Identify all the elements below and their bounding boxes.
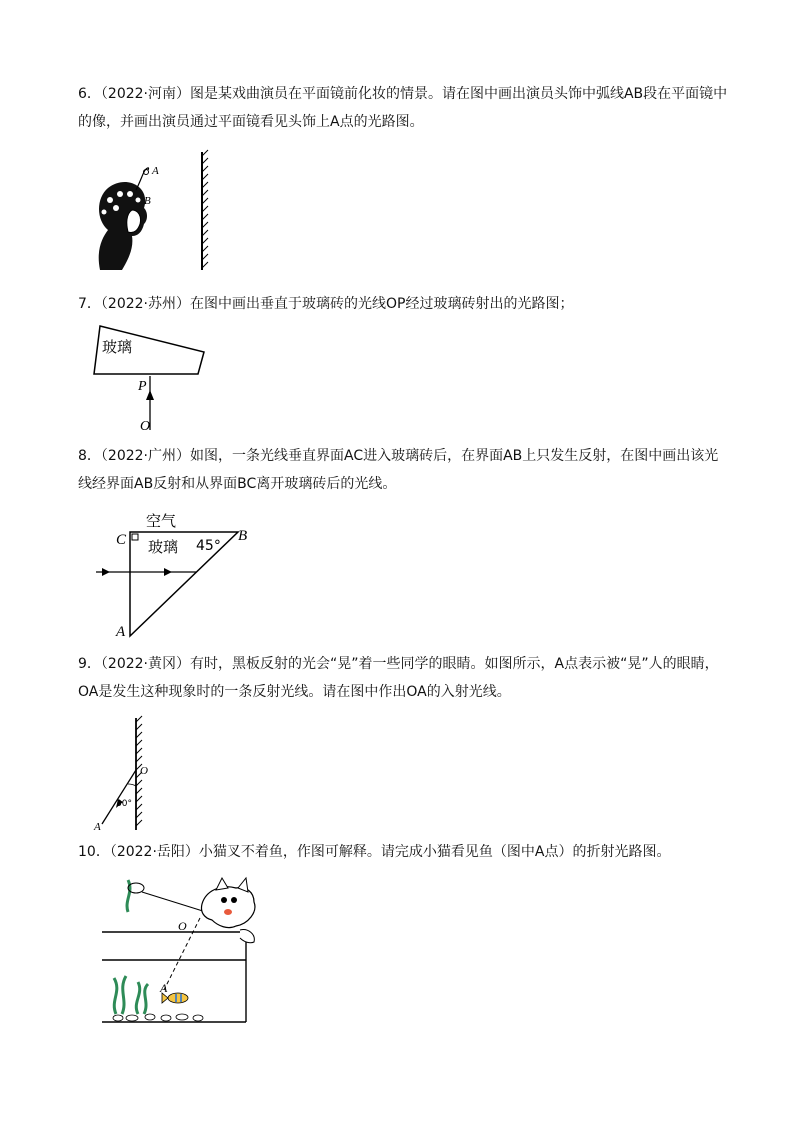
figure-6-actor-mirror [92,150,222,275]
figure-8-glass-label: 玻璃 [148,538,179,556]
figure-8-label-c: C [116,532,127,548]
figure-8-label-a: A [116,624,126,640]
figure-7-label-o: O [140,419,151,434]
figure-9-label-o: O [140,765,148,777]
figure-7-glass-label: 玻璃 [102,338,133,356]
figure-8-angle-label: 45° [196,538,221,554]
figure-10-cat-fish [98,872,288,1028]
figure-9-blackboard [92,716,172,834]
figure-7-label-p: P [138,379,147,394]
figure-9-angle-label: 30° [116,799,132,809]
question-10-text: 10．（2022·岳阳）小猫叉不着鱼，作图可解释。请完成小猫看见鱼（图中A点）的折射光路图。 [78,844,671,860]
figure-9-label-a: A [94,821,101,833]
figure-6-label-a: A [152,165,159,177]
question-6-text: 6．（2022·河南）图是某戏曲演员在平面镜前化妆的情景。请在图中画出演员头饰中弧线AB段在平面镜中的像，并画出演员通过平面镜看见头饰上A点的光路图。 [78,86,728,130]
question-9-text: 9．（2022·黄冈）有时，黑板反射的光会“晃”着一些同学的眼睛。如图所示，A点表示被“晃”人的眼睛，OA是发生这种现象时的一条反射光线。请在图中作出OA的入射光线。 [78,656,719,700]
figure-10-label-a: A [160,981,168,995]
figure-8-prism [92,508,262,640]
figure-10-label-o: O [178,919,187,933]
figure-8-label-b: B [238,528,248,544]
question-8-text: 8．（2022·广州）如图，一条光线垂直界面AC进入玻璃砖后，在界面AB上只发生反射，在图中画出该光线经界面AB反射和从界面BC离开玻璃砖后的光线。 [78,448,719,492]
figure-8-air-label: 空气 [146,512,177,530]
figure-6-label-b: B [144,195,151,207]
question-7-text: 7．（2022·苏州）在图中画出垂直于玻璃砖的光线OP经过玻璃砖射出的光路图； [78,296,574,312]
figure-7-glass-block [90,322,220,434]
